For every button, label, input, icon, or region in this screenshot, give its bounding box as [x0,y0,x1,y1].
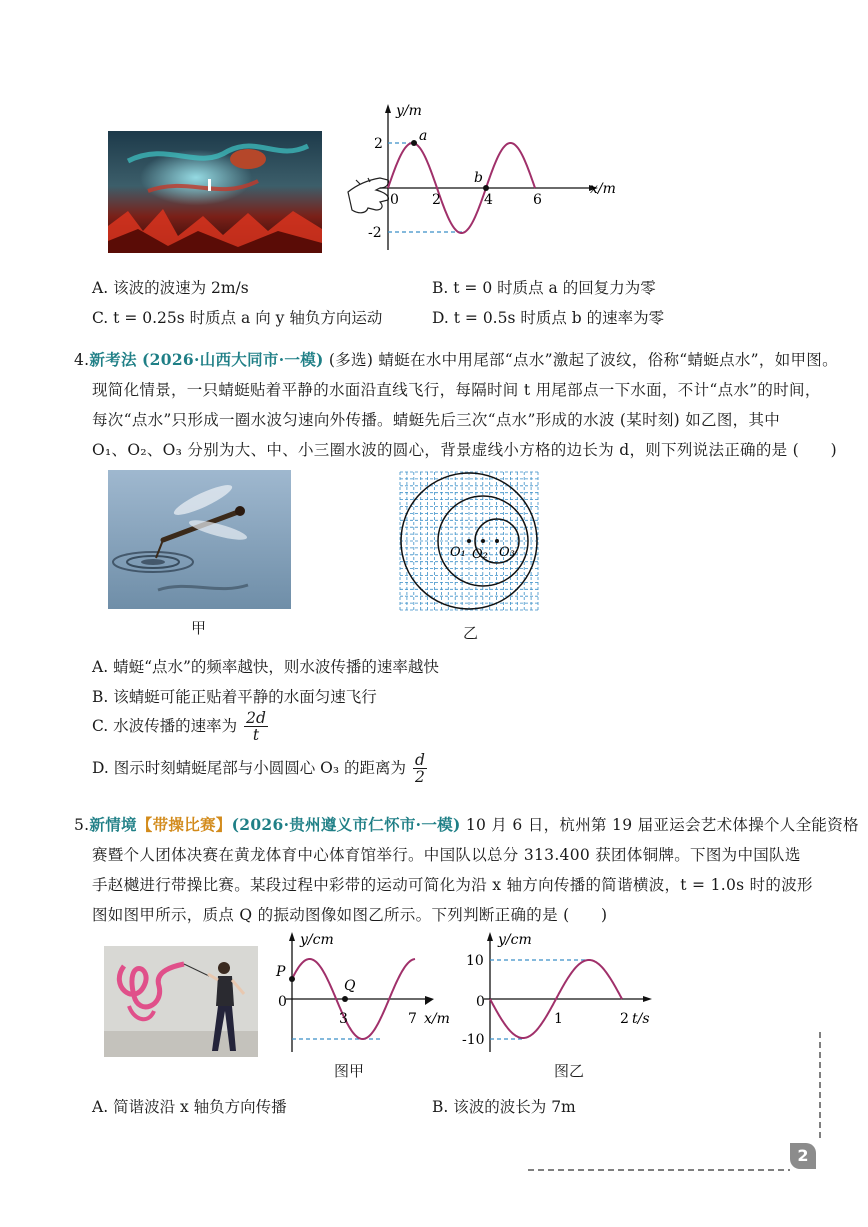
q3-option-d[interactable]: D. t = 0.5s 时质点 b 的速率为零 [432,309,665,327]
q4-label-o2: O₂ [472,547,488,562]
q5-source: (2026·贵州遵义市仁怀市·一模) [231,815,461,834]
q5-jia-x-tick-7: 7 [408,1011,417,1027]
q5-yi-x-tick-1: 1 [554,1011,563,1027]
q4-option-b[interactable]: B. 该蜻蜓可能正贴着平静的水面匀速飞行 [92,688,377,706]
q3-y-tick-2: 2 [374,136,383,152]
q3-x-axis-label: x/m [590,181,616,197]
q5-yi-y-tick-neg10: -10 [462,1032,485,1048]
q4-caption-jia: 甲 [191,619,207,637]
q3-x-tick-4: 4 [484,192,493,208]
q3-x-tick-0: 0 [390,192,399,208]
q5-bracket: 【带操比赛】 [136,815,232,834]
q5-number: 5. [74,816,90,834]
q3-option-c[interactable]: C. t = 0.25s 时质点 a 向 y 轴负方向运动 [92,309,383,327]
q5-caption-jia: 图甲 [334,1062,365,1080]
q3-wave-graph [340,100,625,260]
q4-option-a[interactable]: A. 蜻蜓“点水”的频率越快，则水波传播的速率越快 [92,658,439,676]
q4-option-c[interactable]: C. 水波传播的速率为 $\frac{2d}{t}$ [92,709,266,745]
q4-option-d-fraction: $\frac{d}{2}$ [414,751,425,787]
dragon-scene-image [108,131,322,253]
q5-stem-line-3: 手赵樾进行带操比赛。某段过程中彩带的运动可简化为沿 x 轴方向传播的简谐横波，t = 1.0s 时的波形 [92,876,813,894]
hand-icon [348,178,389,213]
q3-y-axis-label: y/m [396,103,422,119]
q3-option-a[interactable]: A. 该波的波速为 2m/s [92,279,249,297]
q4-label-o1: O₁ [450,545,466,560]
q5-jia-x-label: x/m [424,1011,450,1027]
q5-yi-x-tick-2: 2 [620,1011,629,1027]
q3-x-tick-2: 2 [432,192,441,208]
q5-jia-y-label: y/cm [300,932,334,948]
q5-caption-yi: 图乙 [554,1062,585,1080]
q5-jia-x-tick-3: 3 [339,1011,348,1027]
q3-point-b-label: b [474,170,483,186]
q5-yi-x-label: t/s [632,1011,650,1027]
q5-stem-line-2: 赛暨个人团体决赛在黄龙体育中心体育馆举行。中国队以总分 313.400 获团体铜牌。下图为中国队选 [92,846,801,864]
q5-option-b[interactable]: B. 该波的波长为 7m [432,1098,576,1116]
dragonfly-photo [108,470,291,609]
page-number: 2 [790,1143,816,1169]
q4-option-c-fraction: $\frac{2d}{t}$ [246,709,266,745]
q3-y-tick-neg2: -2 [368,225,382,241]
q4-stem-line-3: 每次“点水”只形成一圈水波匀速向外传播。蜻蜓先后三次“点水”形成的水波 (某时刻) 如乙图，其中 [92,411,781,429]
q4-caption-yi: 乙 [463,624,479,642]
q5-yi-y-label: y/cm [498,932,532,948]
ribbon-gymnast-photo [104,946,258,1057]
q5-yi-y-tick-10: 10 [466,953,484,969]
q5-graph-jia [270,926,460,1056]
q4-tag: 新考法 [89,350,137,369]
q5-tag: 新情境 [89,815,137,834]
q5-option-a[interactable]: A. 简谐波沿 x 轴负方向传播 [92,1098,287,1116]
q4-option-d[interactable]: D. 图示时刻蜻蜓尾部与小圆圆心 O₃ 的距离为 $\frac{d}{2}$ [92,751,425,787]
q5-jia-x-tick-0: 0 [278,994,287,1010]
q4-source: (2026·山西大同市·一模) [142,350,324,369]
q5-jia-point-q: Q [344,978,356,994]
q5-jia-point-p: P [276,964,286,980]
q4-number: 4. [74,351,90,369]
q4-stem-line-1: 4.新考法 (2026·山西大同市·一模) (多选) 蜻蜓在水中用尾部“点水”激起了波纹，俗称“蜻蜓点水”，如甲图。 [74,350,838,369]
q5-stem-line-1: 5.新情境【带操比赛】(2026·贵州遵义市仁怀市·一模) 10 月 6 日，杭州第 19 届亚运会艺术体操个人全能资格 [74,815,859,834]
q3-option-b[interactable]: B. t = 0 时质点 a 的回复力为零 [432,279,656,297]
q5-stem-line-4: 图如图甲所示，质点 Q 的振动图像如图乙所示。下列判断正确的是 ( ) [92,906,608,924]
q4-label-o3: O₃ [499,545,515,560]
footer-dashed-border [520,1030,825,1180]
q4-stem-line-4: O₁、O₂、O₃ 分别为大、中、小三圈水波的圆心，背景虚线小方格的边长为 d，则下列说法正确的是 ( ) [92,441,837,459]
q3-x-tick-6: 6 [533,192,542,208]
q3-point-a-label: a [419,128,428,144]
q4-wave-circles-diagram [398,470,540,612]
q4-stem-line-2: 现简化情景，一只蜻蜓贴着平静的水面沿直线飞行，每隔时间 t 用尾部点一下水面，不计“点水”的时间， [92,381,821,399]
q5-yi-x-tick-0: 0 [476,994,485,1010]
